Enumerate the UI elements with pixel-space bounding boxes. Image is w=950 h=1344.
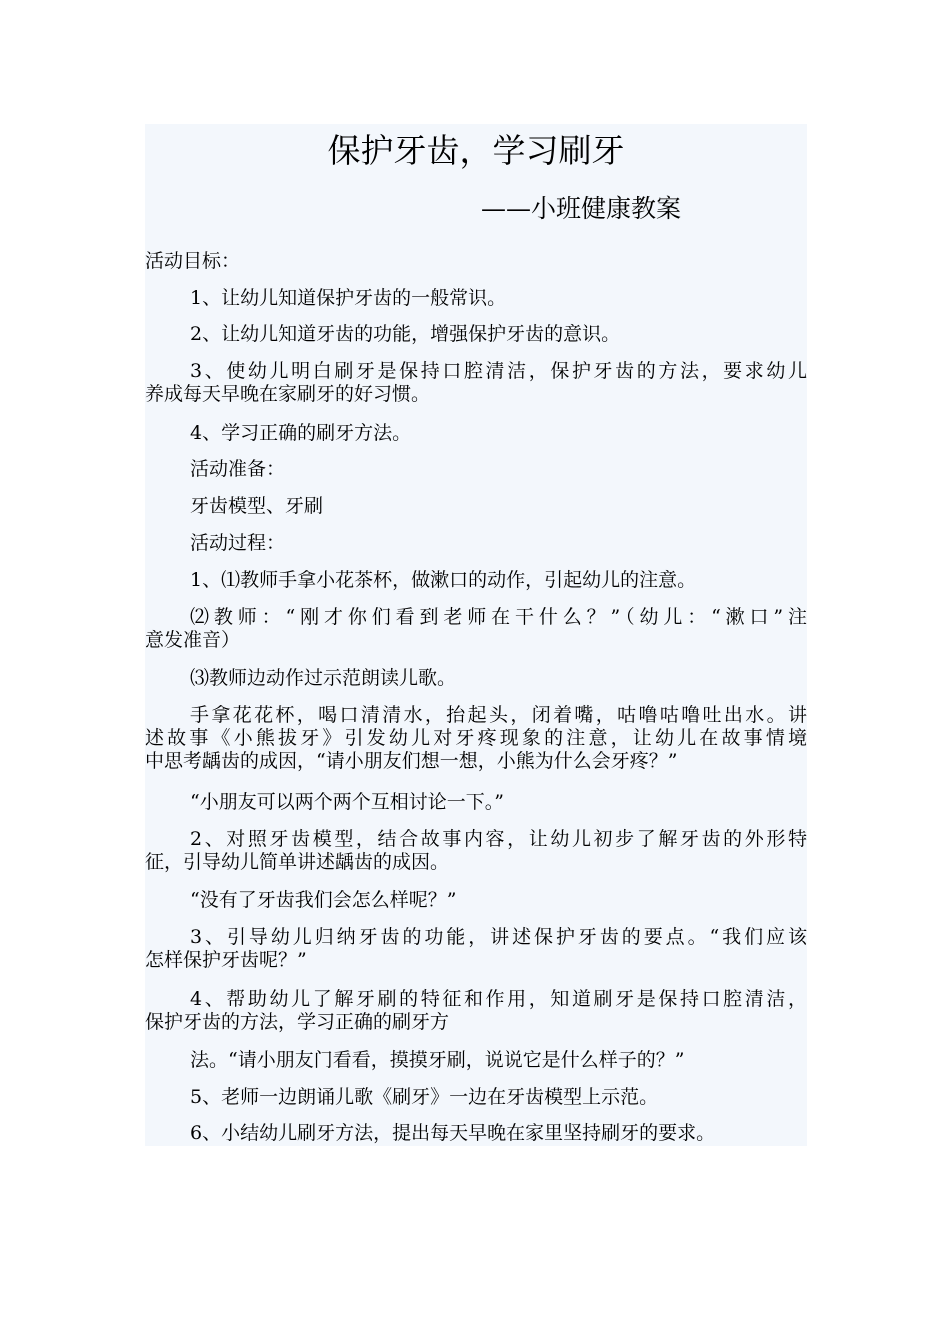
process-step-4-continued: 法。“请小朋友门看看，摸摸牙刷，说说它是什么样子的？” <box>190 1049 685 1071</box>
goal-item-2: 2、让幼儿知道牙齿的功能，增强保护牙齿的意识。 <box>190 323 621 345</box>
process-step-3 <box>145 926 807 972</box>
paragraph-line: 征，引导幼儿简单讲述龋齿的成因。 <box>145 851 450 873</box>
goal-item-3 <box>145 360 807 406</box>
section-heading-preparation: 活动准备： <box>190 458 286 480</box>
question-quote: “没有了牙齿我们会怎么样呢？” <box>190 889 457 911</box>
paragraph-line: 3、引导幼儿归纳牙齿的功能，讲述保护牙齿的要点。“我们应该 <box>190 926 807 948</box>
paragraph-line: 意发准音） <box>145 629 241 651</box>
document-page <box>145 124 807 1146</box>
process-step-5: 5、老师一边朗诵儿歌《刷牙》一边在牙齿模型上示范。 <box>190 1086 659 1108</box>
paragraph-line: 养成每天早晚在家刷牙的好习惯。 <box>145 383 431 405</box>
document-subtitle: ——小班健康教案 <box>481 194 682 223</box>
section-heading-process: 活动过程： <box>190 532 286 554</box>
paragraph-line: ⑵教师：“刚才你们看到老师在干什么？”（幼儿：“漱口”注 <box>190 606 807 628</box>
goal-item-1: 1、让幼儿知道保护牙齿的一般常识。 <box>190 287 507 309</box>
process-step-1-3: ⑶教师边动作过示范朗读儿歌。 <box>190 667 457 689</box>
paragraph-line: 中思考龋齿的成因，“请小朋友们想一想，小熊为什么会牙疼？” <box>145 750 678 772</box>
paragraph-line: 述故事《小熊拔牙》引发幼儿对牙疼现象的注意，让幼儿在故事情境 <box>145 727 807 749</box>
paragraph-line: 怎样保护牙齿呢？” <box>145 949 307 971</box>
process-step-1: 1、⑴教师手拿小花茶杯，做漱口的动作，引起幼儿的注意。 <box>190 569 697 591</box>
section-heading-goals: 活动目标： <box>145 250 241 272</box>
document-title: 保护牙齿，学习刷牙 <box>327 131 625 170</box>
process-step-2 <box>145 828 807 874</box>
paragraph-line: 4、帮助幼儿了解牙刷的特征和作用，知道刷牙是保持口腔清洁， <box>190 988 807 1010</box>
process-step-1-2 <box>145 606 807 652</box>
goal-item-4: 4、学习正确的刷牙方法。 <box>190 422 412 444</box>
paragraph-line: 2、对照牙齿模型，结合故事内容，让幼儿初步了解牙齿的外形特 <box>190 828 807 850</box>
rhyme-and-story-paragraph <box>145 704 807 773</box>
paragraph-line: 保护牙齿的方法，学习正确的刷牙方 <box>145 1011 450 1033</box>
paragraph-line: 手拿花花杯，喝口清清水，抬起头，闭着嘴，咕噜咕噜吐出水。讲 <box>190 704 807 726</box>
discussion-quote: “小朋友可以两个两个互相讨论一下。” <box>190 791 504 813</box>
process-step-4 <box>145 988 807 1034</box>
paragraph-line: 3、使幼儿明白刷牙是保持口腔清洁，保护牙齿的方法，要求幼儿 <box>190 360 807 382</box>
preparation-text: 牙齿模型、牙刷 <box>190 495 324 517</box>
process-step-6: 6、小结幼儿刷牙方法，提出每天早晚在家里坚持刷牙的要求。 <box>190 1122 716 1144</box>
